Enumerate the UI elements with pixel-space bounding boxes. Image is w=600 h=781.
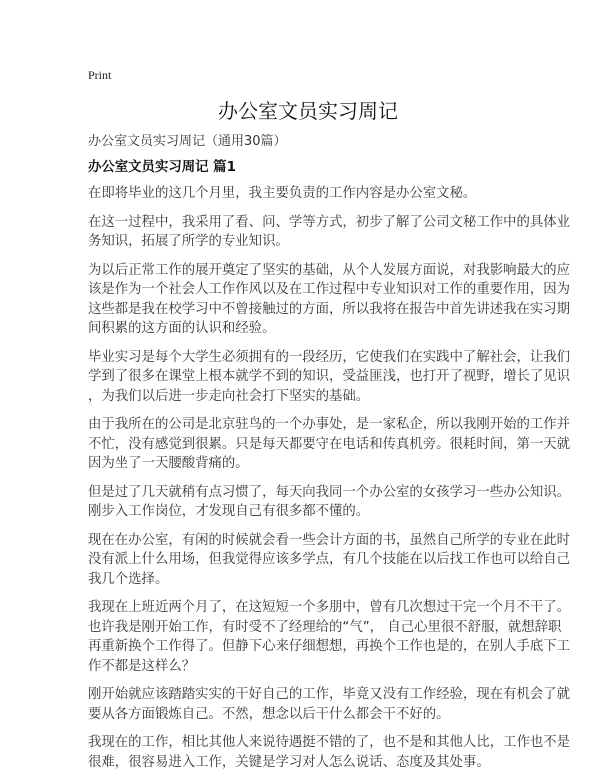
paragraph-line: 学到了很多在课堂上根本就学不到的知识，受益匪浅，也打开了视野，增长了见识 [88,369,571,384]
paragraph-line: 作不都是这样么？ [88,658,196,674]
paragraph-line: 该是作为一个社会人工作作风以及在工作过程中专业知识对工作的重要作用，因为 [88,282,571,297]
paragraph [88,685,571,724]
print-link[interactable]: Print [88,68,112,82]
paragraph-line: 我现在的工作，相比其他人来说待遇挺不错的了，也不是和其他人比，工作也不是 [88,735,571,750]
paragraph [88,213,571,252]
paragraph-line: 为以后正常工作的展开奠定了坚实的基础，从个人发展方面说，对我影响最大的应 [88,262,571,278]
paragraph [88,415,571,474]
document-title: 办公室文员实习周记 [218,99,398,123]
paragraph-line: 务知识，拓展了所学的专业知识。 [88,234,289,249]
paragraph [88,348,571,407]
paragraph-line: 由于我所在的公司是北京驻鸟的一个办事处，是一家私企，所以我刚开始的工作并 [88,417,571,432]
paragraph-line: 我现在上班近两个月了，在这短短一个多朋中，曾有几次想过干完一个月不干了。 [88,600,571,615]
document-body [88,184,571,772]
paragraph [88,598,571,676]
document-subtitle: 办公室文员实习周记（通用30篇） [88,134,287,149]
paragraph-line: 要从各方面锻炼自己。不然，想念以后干什么都会干不好的。 [88,706,450,722]
paragraph-line: 没有派上什么用场，但我觉得应该多学点，有几个技能在以后找工作也可以给自己 [88,552,571,567]
paragraph-line: 因为坐了一天腰酸背痛的。 [88,456,249,471]
paragraph-line: 现在在办公室，有闲的时候就会看一些会计方面的书，虽然自己所学的专业在此时 [88,532,571,548]
document-page [88,68,571,781]
paragraph-line: 但是过了几天就稍有点习惯了，每天向我同一个办公室的女孩学习一些办公知识。 [88,484,571,500]
paragraph [88,483,571,522]
paragraph-line: 也许我是刚开始工作，有时受不了经理给的“气”， 自己心里很不舒服，就想辞职 [88,619,562,635]
paragraph-line: 在即将毕业的这几个月里，我主要负责的工作内容是办公室文秘。 [88,186,477,201]
paragraph [88,733,571,772]
paragraph-line: 我几个选择。 [88,571,169,587]
paragraph-line: 不忙，没有感觉到很累。只是每天都要守在电话和传真机旁。很耗时间，第一天就 [88,436,571,452]
paragraph-line: 刚开始就应该踏踏实实的干好自己的工作，毕竟又没有工作经验，现在有机会了就 [88,687,571,702]
paragraph-line: 在这一过程中，我采用了看、问、学等方式，初步了解了公司文秘工作中的具体业 [88,214,571,230]
section-heading: 办公室文员实习周记 篇1 [88,160,236,175]
paragraph-line: 很难，很容易进入工作，关键是学习对人怎么说话、态度及其处事。 [88,754,490,770]
paragraph-line: 间积累的这方面的认识和经验。 [88,321,276,336]
paragraph [88,184,528,204]
paragraph [88,261,571,339]
paragraph-line: 毕业实习是每个大学生必须拥有的一段经历，它使我们在实践中了解社会，让我们 [88,349,571,365]
paragraph-line: 这些都是我在校学习中不曾接触过的方面，所以我将在报告中首先讲述我在实习期 [88,301,571,317]
paragraph [88,531,571,590]
paragraph-line: 再重新换个工作得了。但静下心来仔细想想，再换个工作也是的，在别人手底下工 [88,639,571,654]
paragraph-line: 刚步入工作岗位，才发现自己有很多都不懂的。 [88,504,370,519]
paragraph-line: ，为我们以后进一步走向社会打下坚实的基础。 [88,388,370,404]
